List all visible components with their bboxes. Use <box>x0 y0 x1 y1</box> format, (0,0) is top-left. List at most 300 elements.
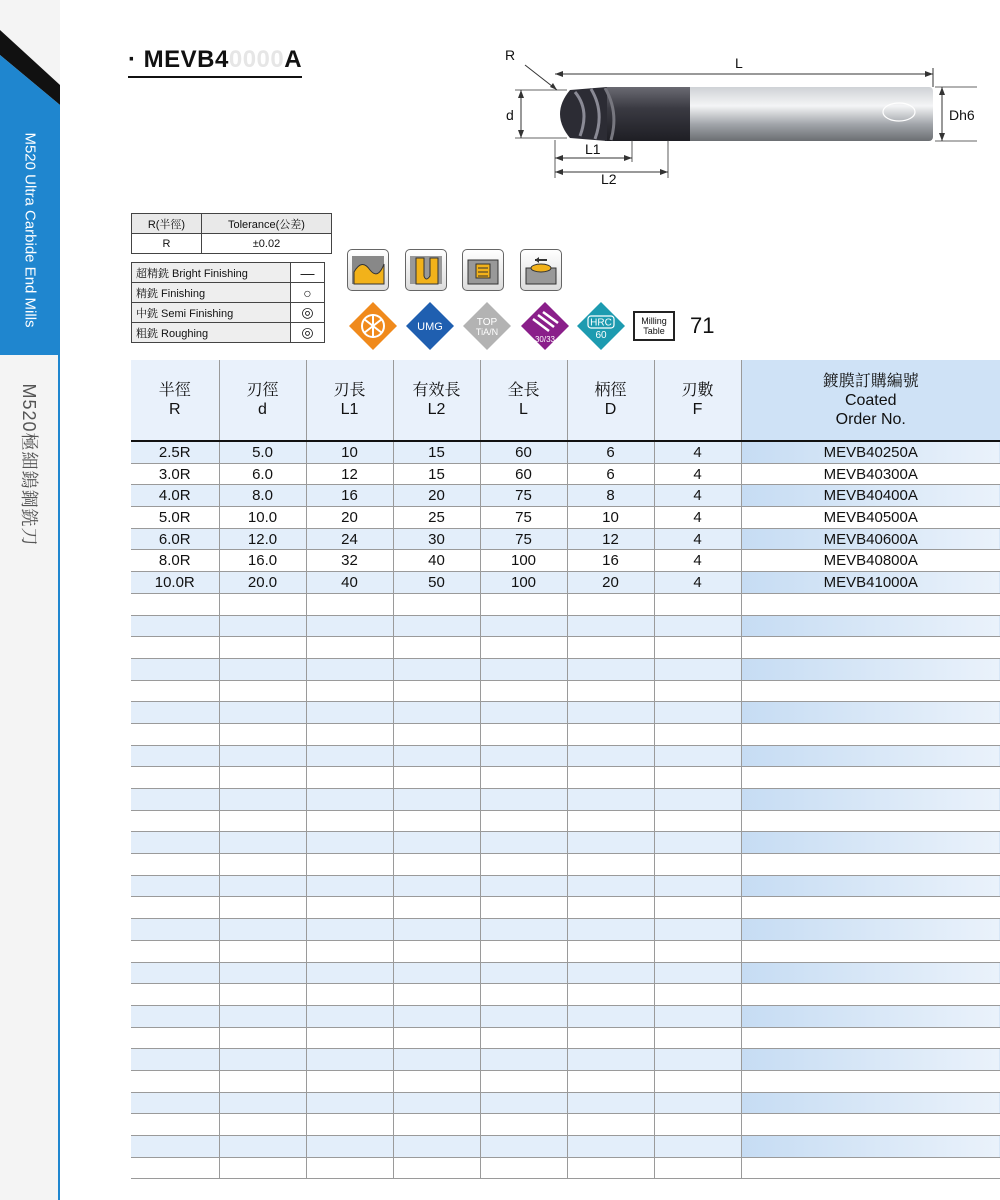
table-cell <box>131 854 219 876</box>
sidebar-divider-line <box>58 355 60 1200</box>
table-cell: 40 <box>393 550 480 572</box>
table-cell <box>741 832 1000 854</box>
dim-label-Dh6: Dh6 <box>949 107 975 123</box>
header-en: D <box>604 401 617 418</box>
hrc-label: HRC <box>590 317 612 329</box>
milling-label: Milling <box>641 316 667 326</box>
table-row <box>131 1027 1000 1049</box>
table-cell <box>567 723 654 745</box>
table-cell: 24 <box>306 528 393 550</box>
table-cell <box>131 615 219 637</box>
table-cell <box>131 962 219 984</box>
table-cell <box>654 854 741 876</box>
table-cell <box>567 745 654 767</box>
table-row <box>131 875 1000 897</box>
table-cell <box>219 615 306 637</box>
table-cell <box>306 745 393 767</box>
table-cell <box>393 1092 480 1114</box>
table-cell <box>741 854 1000 876</box>
table-cell <box>654 789 741 811</box>
table-cell <box>480 962 567 984</box>
table-cell <box>131 702 219 724</box>
table-row <box>131 1092 1000 1114</box>
table-cell <box>480 1070 567 1092</box>
header-en: Coated <box>844 391 897 409</box>
table-cell: 16 <box>567 550 654 572</box>
hrc-hardness-icon <box>576 301 626 351</box>
dim-label-R: R <box>505 47 516 63</box>
table-cell <box>654 810 741 832</box>
header-en: R <box>168 401 181 418</box>
table-cell <box>654 637 741 659</box>
table-cell <box>567 1027 654 1049</box>
table-cell <box>654 767 741 789</box>
table-cell <box>306 723 393 745</box>
table-cell <box>480 832 567 854</box>
tool-coated-neck <box>605 87 690 141</box>
table-cell <box>131 875 219 897</box>
table-row <box>131 702 1000 724</box>
header-zh: 刃長 <box>333 382 366 399</box>
table-row <box>131 528 1000 550</box>
table-cell: 5.0R <box>131 507 219 529</box>
table-cell <box>741 1092 1000 1114</box>
table-cell: 4 <box>654 485 741 507</box>
header-zh: 半徑 <box>158 382 191 399</box>
umg-label: UMG <box>417 321 443 333</box>
table-cell <box>741 1027 1000 1049</box>
table-cell <box>741 1049 1000 1071</box>
header-zh: 全長 <box>507 382 540 399</box>
spec-table-body <box>131 441 1000 1179</box>
header-zh: 刃徑 <box>246 382 279 399</box>
tolerance-table <box>131 213 332 254</box>
table-cell <box>654 1070 741 1092</box>
table-cell <box>741 680 1000 702</box>
table-cell <box>654 1092 741 1114</box>
table-row <box>131 962 1000 984</box>
table-cell <box>306 810 393 832</box>
sidebar-series-en: M520 Ultra Carbide End Mills <box>21 132 39 328</box>
table-cell <box>741 919 1000 941</box>
table-cell <box>654 1114 741 1136</box>
table-cell <box>219 593 306 615</box>
table-row <box>131 789 1000 811</box>
table-cell <box>131 1070 219 1092</box>
table-cell <box>219 810 306 832</box>
table-cell <box>654 940 741 962</box>
table-cell <box>567 615 654 637</box>
table-cell <box>306 962 393 984</box>
hrc-value: 60 <box>595 330 607 341</box>
table-cell: 10.0R <box>131 572 219 594</box>
table-cell <box>654 832 741 854</box>
table-cell <box>567 702 654 724</box>
table-cell: 16 <box>306 485 393 507</box>
table-cell <box>306 702 393 724</box>
table-cell <box>306 1092 393 1114</box>
table-cell: MEVB40800A <box>741 550 1000 572</box>
table-cell <box>131 723 219 745</box>
table-cell <box>219 658 306 680</box>
table-cell: 4 <box>654 550 741 572</box>
table-cell <box>306 984 393 1006</box>
table-cell <box>219 745 306 767</box>
table-cell: 8 <box>567 485 654 507</box>
table-cell <box>480 875 567 897</box>
table-cell: 100 <box>480 550 567 572</box>
table-cell <box>219 1027 306 1049</box>
table-cell: 12 <box>567 528 654 550</box>
table-cell <box>480 658 567 680</box>
table-cell <box>131 789 219 811</box>
tolerance-header-r: R(半徑) <box>132 214 202 234</box>
table-cell <box>393 962 480 984</box>
table-cell: MEVB40250A <box>741 441 1000 463</box>
milling-table-page-number: 71 <box>690 313 715 338</box>
table-cell <box>741 767 1000 789</box>
table-cell <box>654 984 741 1006</box>
table-cell <box>219 637 306 659</box>
finishing-label: 精銑 Finishing <box>132 283 291 303</box>
table-cell <box>480 767 567 789</box>
table-cell <box>741 789 1000 811</box>
header-zh: 有效長 <box>412 382 461 399</box>
table-cell: 25 <box>393 507 480 529</box>
table-cell <box>741 810 1000 832</box>
table-cell: 40 <box>306 572 393 594</box>
table-cell <box>480 1005 567 1027</box>
table-cell <box>741 940 1000 962</box>
table-cell <box>393 1157 480 1179</box>
table-cell <box>131 680 219 702</box>
table-cell <box>219 962 306 984</box>
sidebar-series-zh: M520極細鎢鋼銑刀 <box>19 383 39 547</box>
table-cell <box>393 1005 480 1027</box>
table-cell <box>567 637 654 659</box>
sidebar <box>0 0 60 1200</box>
table-cell <box>393 919 480 941</box>
table-cell: 4 <box>654 572 741 594</box>
table-cell <box>393 897 480 919</box>
table-cell <box>131 984 219 1006</box>
table-cell <box>480 984 567 1006</box>
table-cell <box>567 1114 654 1136</box>
table-cell <box>306 789 393 811</box>
table-cell: 20.0 <box>219 572 306 594</box>
table-cell <box>131 1157 219 1179</box>
table-cell <box>306 1157 393 1179</box>
table-row <box>131 507 1000 529</box>
header-flutes <box>654 360 741 441</box>
table-cell <box>219 1136 306 1158</box>
table-cell <box>567 962 654 984</box>
table-cell <box>654 1049 741 1071</box>
header-diameter <box>219 360 306 441</box>
title-ghost-digits: 0000 <box>228 46 285 73</box>
table-cell: 20 <box>306 507 393 529</box>
table-cell <box>480 702 567 724</box>
table-row <box>131 463 1000 485</box>
table-cell <box>567 658 654 680</box>
table-cell <box>567 919 654 941</box>
pocket-icon <box>462 249 504 291</box>
table-cell <box>306 767 393 789</box>
table-cell <box>567 1136 654 1158</box>
table-cell <box>393 702 480 724</box>
table-cell <box>654 723 741 745</box>
table-cell <box>654 1005 741 1027</box>
umg-grade-icon <box>405 301 455 351</box>
table-cell <box>480 940 567 962</box>
dim-label-d: d <box>506 107 514 123</box>
table-cell <box>741 1136 1000 1158</box>
title-bullet: · <box>128 46 137 73</box>
table-cell <box>306 875 393 897</box>
table-row <box>131 1049 1000 1071</box>
table-row <box>131 1070 1000 1092</box>
title-suffix: A <box>284 46 303 73</box>
table-cell <box>567 875 654 897</box>
table-cell <box>393 1136 480 1158</box>
table-cell <box>219 767 306 789</box>
table-cell <box>131 637 219 659</box>
table-cell <box>393 1049 480 1071</box>
table-cell <box>306 593 393 615</box>
table-cell <box>567 832 654 854</box>
table-row <box>131 485 1000 507</box>
table-cell <box>741 1114 1000 1136</box>
header-en: L2 <box>427 401 446 418</box>
table-cell <box>393 875 480 897</box>
table-cell <box>480 1157 567 1179</box>
table-cell <box>567 1070 654 1092</box>
table-cell: 12 <box>306 463 393 485</box>
table-cell <box>393 1070 480 1092</box>
table-row <box>131 810 1000 832</box>
table-cell <box>654 593 741 615</box>
header-en: d <box>258 401 267 418</box>
table-row <box>131 940 1000 962</box>
table-cell <box>567 789 654 811</box>
table-cell <box>131 810 219 832</box>
table-cell <box>306 658 393 680</box>
table-cell <box>567 940 654 962</box>
table-cell <box>741 745 1000 767</box>
table-row <box>131 723 1000 745</box>
table-cell <box>567 1005 654 1027</box>
table-cell <box>480 1027 567 1049</box>
table-cell <box>393 940 480 962</box>
dim-label-L2: L2 <box>601 171 617 187</box>
table-cell <box>741 984 1000 1006</box>
table-cell <box>480 897 567 919</box>
table-cell <box>131 1005 219 1027</box>
header-overall-length <box>480 360 567 441</box>
table-cell <box>219 1070 306 1092</box>
table-row <box>131 984 1000 1006</box>
table-cell <box>131 745 219 767</box>
table-cell <box>306 680 393 702</box>
finishing-label: 中銑 Semi Finishing <box>132 303 291 323</box>
table-cell <box>393 984 480 1006</box>
finishing-label: 粗銑 Roughing <box>132 323 291 343</box>
table-row <box>131 615 1000 637</box>
table-cell <box>306 1114 393 1136</box>
table-cell <box>131 919 219 941</box>
table-cell: 4 <box>654 463 741 485</box>
table-row <box>131 745 1000 767</box>
table-cell <box>654 962 741 984</box>
title-prefix: MEVB4 <box>143 46 229 73</box>
table-cell <box>393 854 480 876</box>
table-cell <box>567 680 654 702</box>
header-zh: 刃數 <box>681 382 714 399</box>
table-cell <box>741 593 1000 615</box>
table-cell <box>393 789 480 811</box>
coating-tian-label: TiA/N <box>475 327 499 337</box>
table-cell: 4 <box>654 507 741 529</box>
finishing-symbol: ◎ <box>291 303 325 323</box>
table-cell <box>306 637 393 659</box>
table-cell <box>567 810 654 832</box>
table-cell: 16.0 <box>219 550 306 572</box>
table-cell <box>306 897 393 919</box>
finishing-table <box>131 262 325 343</box>
table-cell <box>306 1005 393 1027</box>
header-effective-length <box>393 360 480 441</box>
table-cell: 6 <box>567 463 654 485</box>
table-cell <box>741 637 1000 659</box>
table-cell <box>393 658 480 680</box>
table-cell <box>131 940 219 962</box>
table-cell: MEVB40300A <box>741 463 1000 485</box>
table-cell: 6.0 <box>219 463 306 485</box>
table-cell <box>306 854 393 876</box>
table-row <box>131 897 1000 919</box>
table-cell <box>131 593 219 615</box>
sidebar-corner-graphic <box>0 0 60 105</box>
table-cell: 6 <box>567 441 654 463</box>
table-row <box>131 680 1000 702</box>
table-cell <box>741 615 1000 637</box>
table-cell <box>393 1114 480 1136</box>
table-cell <box>393 810 480 832</box>
table-cell: 10 <box>306 441 393 463</box>
spec-table <box>131 360 1000 1179</box>
table-cell <box>219 854 306 876</box>
header-zh: 鍍膜訂購編號 <box>822 372 919 390</box>
facing-icon <box>520 249 562 291</box>
table-cell <box>480 919 567 941</box>
table-cell: 2.5R <box>131 441 219 463</box>
table-cell <box>393 1027 480 1049</box>
profiling-icon <box>347 249 389 291</box>
table-cell <box>219 1092 306 1114</box>
table-cell <box>219 984 306 1006</box>
coating-top-label: TOP <box>476 317 498 328</box>
table-cell: 75 <box>480 528 567 550</box>
table-cell <box>306 1027 393 1049</box>
table-cell <box>393 593 480 615</box>
milling-table-book-icon <box>633 311 675 341</box>
table-cell <box>567 1157 654 1179</box>
spec-table-header-row <box>131 360 1000 441</box>
table-cell <box>567 767 654 789</box>
table-cell <box>654 615 741 637</box>
table-cell <box>306 919 393 941</box>
table-cell <box>306 1136 393 1158</box>
table-cell: 10 <box>567 507 654 529</box>
coating-top-tian-icon <box>462 301 512 351</box>
table-cell <box>131 658 219 680</box>
table-cell <box>219 1005 306 1027</box>
header-en2: Order No. <box>835 410 906 428</box>
table-cell <box>480 810 567 832</box>
table-cell <box>219 1049 306 1071</box>
page-title <box>128 46 302 78</box>
table-cell <box>306 832 393 854</box>
table-cell <box>393 832 480 854</box>
table-cell <box>219 680 306 702</box>
table-cell: MEVB41000A <box>741 572 1000 594</box>
table-cell <box>480 680 567 702</box>
table-cell <box>393 637 480 659</box>
table-cell: 10.0 <box>219 507 306 529</box>
table-cell: 20 <box>567 572 654 594</box>
table-cell <box>393 745 480 767</box>
finishing-symbol: — <box>291 263 325 283</box>
table-cell <box>480 615 567 637</box>
table-cell: 4.0R <box>131 485 219 507</box>
table-cell <box>654 702 741 724</box>
table-cell <box>480 593 567 615</box>
table-cell <box>741 875 1000 897</box>
table-cell <box>480 854 567 876</box>
table-row <box>131 637 1000 659</box>
table-cell <box>219 723 306 745</box>
table-cell <box>654 875 741 897</box>
table-cell <box>131 1049 219 1071</box>
table-row <box>131 767 1000 789</box>
tool-shank <box>685 87 933 141</box>
table-cell: 50 <box>393 572 480 594</box>
table-cell <box>567 984 654 1006</box>
table-cell <box>654 919 741 941</box>
tolerance-value-r: R <box>132 234 202 254</box>
table-cell <box>219 919 306 941</box>
table-row <box>131 1136 1000 1158</box>
table-row <box>131 593 1000 615</box>
finishing-label: 超精銑 Bright Finishing <box>132 263 291 283</box>
table-cell <box>654 1157 741 1179</box>
table-row <box>131 854 1000 876</box>
table-cell: 6.0R <box>131 528 219 550</box>
table-cell: 5.0 <box>219 441 306 463</box>
table-cell <box>567 1049 654 1071</box>
header-en: F <box>692 401 703 418</box>
table-cell: MEVB40600A <box>741 528 1000 550</box>
helix-angle-label: 30/33 <box>534 335 556 344</box>
table-cell <box>480 745 567 767</box>
table-cell <box>654 1027 741 1049</box>
table-cell <box>654 680 741 702</box>
header-order-no <box>741 360 1000 441</box>
table-cell <box>741 1070 1000 1092</box>
table-cell <box>480 789 567 811</box>
helix-angle-icon <box>520 301 570 351</box>
table-cell: 75 <box>480 507 567 529</box>
